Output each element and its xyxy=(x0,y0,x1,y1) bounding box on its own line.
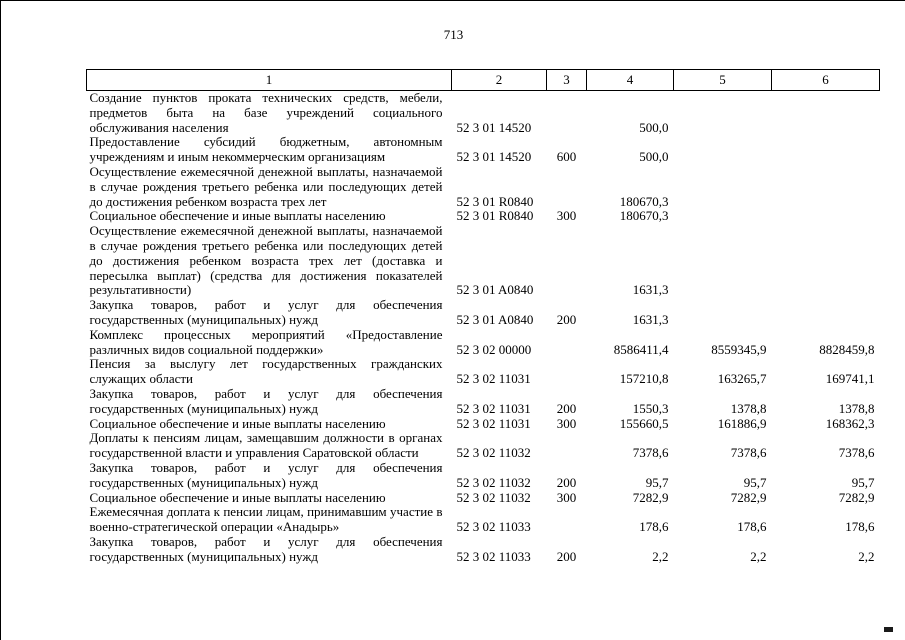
column-header: 3 xyxy=(547,70,587,91)
row-amount-col5: 95,7 xyxy=(743,474,767,490)
row-name: Осуществление ежемесячной денежной выплаты, назначаемой в случае рождения третьего ребенка или последующих детей до достижения ребенком возраста трех лет xyxy=(89,163,443,209)
table-row xyxy=(87,224,880,298)
row-amount-col4: 178,6 xyxy=(639,519,669,535)
row-name: Пенсия за выслугу лет государственных гражданских служащих области xyxy=(89,356,443,387)
table-row xyxy=(87,505,880,535)
row-name: Доплаты к пенсиям лицам, замещавшим должности в органах государственной власти и управления Саратовской области xyxy=(89,430,443,461)
row-name: Ежемесячная доплата к пенсии лицам, принимавшим участие в военно-стратегической операции «Анадырь» xyxy=(89,504,443,535)
row-expense-group xyxy=(547,165,587,209)
row-amount-col4: 7282,9 xyxy=(632,489,669,505)
row-code: 52 3 02 11032 xyxy=(456,474,531,490)
row-amount-col4: 8586411,4 xyxy=(613,341,669,357)
table-row xyxy=(87,387,880,417)
row-amount-col4: 180670,3 xyxy=(619,193,669,209)
row-expense-group: 200 xyxy=(556,311,577,327)
row-name: Предоставление субсидий бюджетным, автономным учреждениям и иным некоммерческим организациям xyxy=(89,134,443,165)
row-amount-col4: 95,7 xyxy=(645,474,669,490)
table-row xyxy=(87,535,880,565)
row-name: Закупка товаров, работ и услуг для обеспечения государственных (муниципальных) нужд xyxy=(89,459,443,490)
row-name: Социальное обеспечение и иные выплаты населению xyxy=(89,208,386,224)
row-amount-col5 xyxy=(674,91,772,136)
table-body xyxy=(87,91,880,565)
table-row xyxy=(87,135,880,165)
row-amount-col4: 7378,6 xyxy=(632,445,669,461)
row-expense-group: 200 xyxy=(556,474,577,490)
page-number: 713 xyxy=(443,27,464,42)
table-row xyxy=(87,298,880,328)
row-name: Комплекс процессных мероприятий «Предоставление различных видов социальной поддержки» xyxy=(89,326,443,357)
table-row xyxy=(87,461,880,491)
row-name: Социальное обеспечение и иные выплаты населению xyxy=(89,415,386,431)
row-code: 52 3 02 00000 xyxy=(456,341,532,357)
row-code: 52 3 01 R0840 xyxy=(456,208,534,224)
row-amount-col5 xyxy=(674,298,772,328)
row-amount-col4: 180670,3 xyxy=(619,208,669,224)
row-expense-group xyxy=(547,431,587,461)
row-expense-group: 200 xyxy=(556,400,577,416)
table-row xyxy=(87,328,880,358)
row-expense-group xyxy=(547,357,587,387)
row-expense-group: 200 xyxy=(556,548,577,564)
row-amount-col4: 155660,5 xyxy=(619,415,669,431)
row-name: Закупка товаров, работ и услуг для обеспечения государственных (муниципальных) нужд xyxy=(89,297,443,327)
row-name: Создание пунктов проката технических средств, мебели, предметов быта на базе учреждений социального обслуживания населения xyxy=(89,90,443,135)
row-amount-col5: 2,2 xyxy=(750,548,767,564)
row-code: 52 3 01 14520 xyxy=(456,119,532,135)
row-amount-col5: 161886,9 xyxy=(717,415,767,431)
row-amount-col4: 1631,3 xyxy=(632,282,669,298)
table-row xyxy=(87,91,880,136)
row-amount-col5: 8559345,9 xyxy=(711,341,767,357)
row-amount-col5: 178,6 xyxy=(737,519,767,535)
row-expense-group: 600 xyxy=(556,149,577,165)
table-row xyxy=(87,417,880,432)
row-amount-col5: 163265,7 xyxy=(717,371,767,387)
row-amount-col5: 7282,9 xyxy=(730,489,767,505)
row-amount-col6 xyxy=(772,209,880,224)
budget-table xyxy=(86,69,880,565)
column-header: 1 xyxy=(87,70,452,91)
row-amount-col6: 169741,1 xyxy=(825,371,875,387)
row-amount-col6: 178,6 xyxy=(845,519,875,535)
row-amount-col6 xyxy=(772,298,880,328)
table-header xyxy=(87,70,880,91)
row-amount-col6: 1378,8 xyxy=(838,400,875,416)
row-amount-col5: 7378,6 xyxy=(730,445,767,461)
row-amount-col5 xyxy=(674,165,772,209)
row-amount-col4: 1631,3 xyxy=(632,311,669,327)
column-header: 6 xyxy=(772,70,880,91)
row-amount-col6: 7378,6 xyxy=(838,445,875,461)
row-expense-group xyxy=(547,224,587,298)
row-code: 52 3 01 14520 xyxy=(456,149,532,165)
row-amount-col6: 95,7 xyxy=(851,474,875,490)
page-corner-mark xyxy=(884,627,893,632)
row-expense-group: 300 xyxy=(556,415,577,431)
row-expense-group xyxy=(547,505,587,535)
row-amount-col4: 500,0 xyxy=(639,119,669,135)
row-expense-group xyxy=(547,91,587,136)
table-row xyxy=(87,209,880,224)
row-amount-col4: 500,0 xyxy=(639,149,669,165)
row-amount-col5 xyxy=(674,209,772,224)
row-code: 52 3 02 11033 xyxy=(456,519,531,535)
row-amount-col6 xyxy=(772,165,880,209)
column-header: 5 xyxy=(674,70,772,91)
row-code: 52 3 02 11033 xyxy=(456,548,531,564)
table-row xyxy=(87,165,880,209)
row-amount-col6 xyxy=(772,91,880,136)
column-header: 2 xyxy=(452,70,547,91)
row-amount-col4: 1550,3 xyxy=(632,400,669,416)
row-amount-col4: 2,2 xyxy=(652,548,669,564)
row-name: Осуществление ежемесячной денежной выплаты, назначаемой в случае рождения третьего ребенка или последующих детей до достижения ребенком возраста трех лет (доставка и пересылка выплат) (средства для достижения показателей результативности) xyxy=(89,223,443,298)
row-amount-col4: 157210,8 xyxy=(619,371,669,387)
row-expense-group: 300 xyxy=(556,208,577,224)
row-amount-col5 xyxy=(674,135,772,165)
row-amount-col6 xyxy=(772,224,880,298)
row-name: Закупка товаров, работ и услуг для обеспечения государственных (муниципальных) нужд xyxy=(89,385,443,416)
row-amount-col6: 7282,9 xyxy=(838,489,875,505)
row-name: Социальное обеспечение и иные выплаты населению xyxy=(89,489,386,505)
column-header: 4 xyxy=(587,70,674,91)
row-expense-group: 300 xyxy=(556,489,577,505)
row-code: 52 3 01 R0840 xyxy=(456,193,534,209)
row-code: 52 3 02 11032 xyxy=(456,489,531,505)
row-amount-col6 xyxy=(772,135,880,165)
row-expense-group xyxy=(547,328,587,358)
row-code: 52 3 01 A0840 xyxy=(456,282,534,298)
row-code: 52 3 01 A0840 xyxy=(456,311,534,327)
row-amount-col6: 8828459,8 xyxy=(819,341,875,357)
row-amount-col6: 2,2 xyxy=(858,548,875,564)
table-row xyxy=(87,431,880,461)
table-row xyxy=(87,491,880,506)
row-code: 52 3 02 11031 xyxy=(456,415,531,431)
row-code: 52 3 02 11031 xyxy=(456,400,531,416)
row-code: 52 3 02 11032 xyxy=(456,445,531,461)
row-amount-col6: 168362,3 xyxy=(825,415,875,431)
row-name: Закупка товаров, работ и услуг для обеспечения государственных (муниципальных) нужд xyxy=(89,533,443,564)
table-row xyxy=(87,357,880,387)
row-amount-col5: 1378,8 xyxy=(730,400,767,416)
table-header-row xyxy=(87,70,880,91)
row-amount-col5 xyxy=(674,224,772,298)
row-code: 52 3 02 11031 xyxy=(456,371,531,387)
